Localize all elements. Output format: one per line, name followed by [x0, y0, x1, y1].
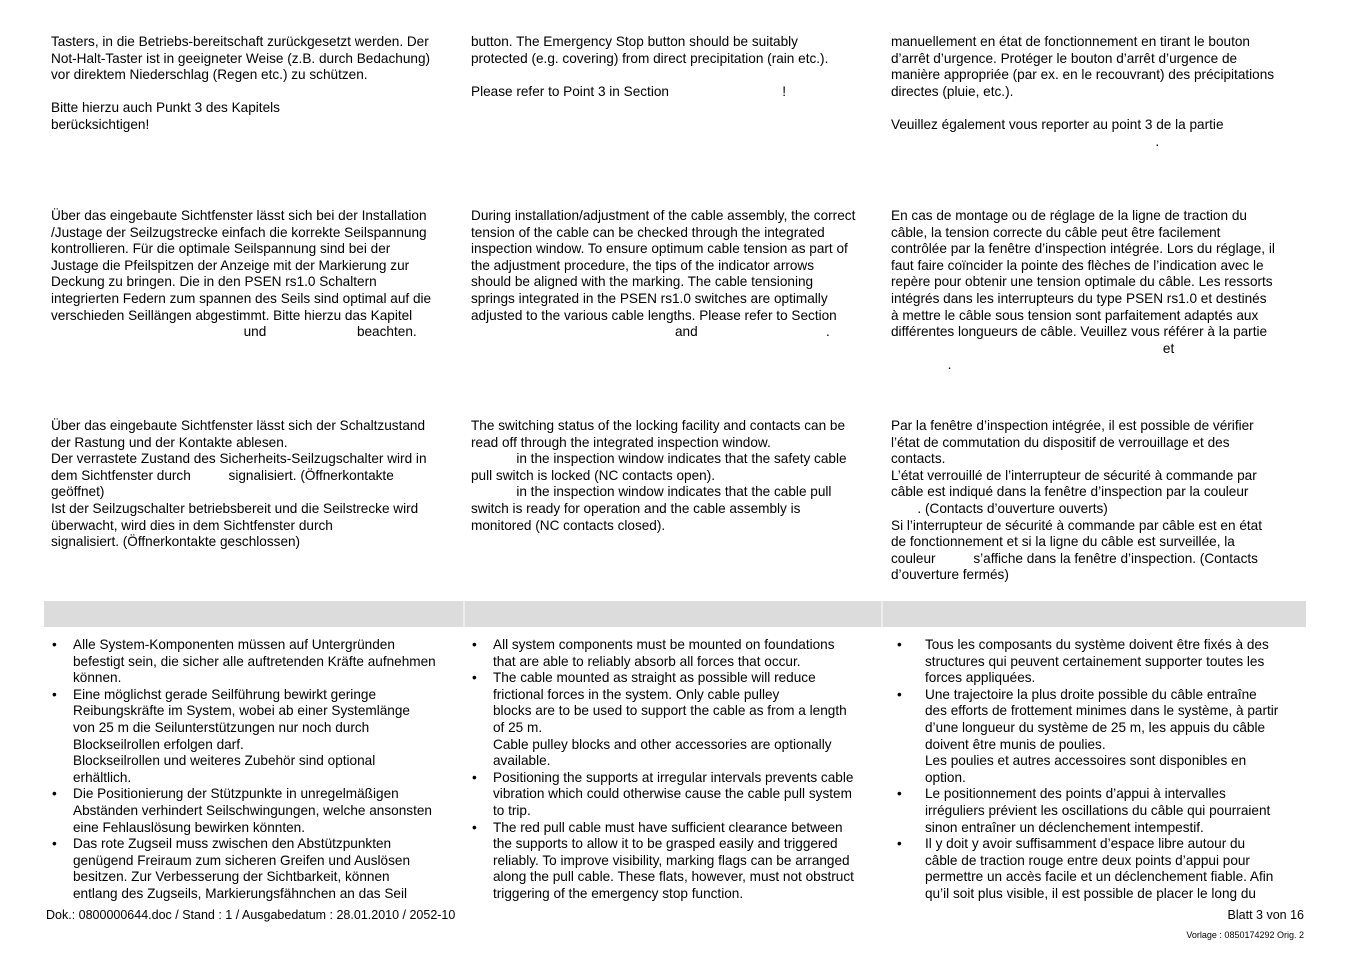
list-item: • Positioning the supports at irregular intervals prevents cable vibration which could otherwise cause the cable pull system to trip. — [471, 770, 854, 820]
en-text-switching-status: The switching status of the locking facility and contacts can be read off through the integrated inspection window. in the inspection window indicates that the safety cable pull switch is locked (NC contacts open). in the inspection window indicates that the cable pull switch is ready for operation and the cable assembly is monitored (NC contacts closed). — [471, 418, 847, 533]
de-text-precipitation: Tasters, in die Betriebs-bereitschaft zurückgesetzt werden. Der Not-Halt-Taster ist in geeigneter Weise (z.B. durch Bedachung) vor direktem Niederschlag (Regen etc.) zu schützen. Bitte hierzu auch Punkt 3 des Kapitels berücksichtigen! — [51, 34, 431, 132]
de-bullet-list — [51, 637, 436, 903]
list-item: • All system components must be mounted on foundations that are able to reliably absorb all forces that occur. — [471, 637, 854, 670]
list-item: • Il y doit y avoir suffisamment d’espace libre autour du câble de traction rouge entre deux points d’appui pour permettre un accès facile et un déclenchement fiable. Afin qu’il soit plus visible, il est possible de placer le long du — [891, 836, 1278, 902]
list-item: • Le positionnement des points d’appui à intervalles irréguliers prévient les oscillations du câble qui pourraient sinon entraîner un déclenchement intempestif. — [891, 786, 1278, 836]
de-text-cable-tension: Über das eingebaute Sichtfenster lässt sich bei der Installation /Justage der Seilzugstrecke einfach die korrekte Seilspannung kontrollieren. Für die optimale Seilspannung sind bei der Justage die Pfeilspitzen der Anzeige mit der Markierung zur Deckung zu bringen. Die in den PSEN rs1.0 Schaltern integrierten Federn zum spannen des Seils sind optimal auf die verschieden Seillängen abgestimmt. Bitte hierzu das Kapitel und beachten. — [51, 208, 432, 340]
fr-text-switching-status: Par la fenêtre d’inspection intégrée, il est possible de vérifier l’état de commutation du dispositif de verrouillage et des contacts. L’état verrouillé de l’interrupteur de sécurité à commande par câble est indiqué dans la fenêtre d’inspection par la couleur . (Contacts d’ouverture ouverts) Si l’interrupteur de sécurité à commande par câble est en état de fonctionnement et si la ligne du câble est surveillée, la couleur s’affiche dans la fenêtre d’inspection. (Contacts d’ouverture fermés) — [891, 418, 1263, 583]
footer-document-info: Dok.: 0800000644.doc / Stand : 1 / Ausgabedatum : 28.01.2010 / 2052-10 — [46, 908, 456, 922]
list-item: • Une trajectoire la plus droite possible du câble entraîne des efforts de frottement minimes dans le système, à partir d’une longueur du système de 25 m, les appuis du câble doivent être munis de poulies. Les poulies et autres accessoires sont disponibles en option. — [891, 687, 1278, 787]
section-heading-bar — [44, 601, 1306, 627]
list-item: • Das rote Zugseil muss zwischen den Abstützpunkten genügend Freiraum zum sicheren Greifen und Auslösen besitzen. Zur Verbesserung der Sichtbarkeit, können entlang des Zugseils, Markierungsfähnchen an das Seil — [51, 836, 436, 902]
footer-template-info: Vorlage : 0850174292 Orig. 2 — [1186, 930, 1304, 940]
list-item: • Die Positionierung der Stützpunkte in unregelmäßigen Abständen verhindert Seilschwingungen, welche ansonsten eine Fehlauslösung bewirken könnten. — [51, 786, 436, 836]
de-text-switching-status: Über das eingebaute Sichtfenster lässt sich der Schaltzustand der Rastung und der Kontakte ablesen. Der verrastete Zustand des Sicherheits-Seilzugschalter wird in dem Sichtfenster durch signalisiert. (Öffnerkontakte geöffnet) Ist der Seilzugschalter betriebsbereit und die Seilstrecke wird überwacht, wird dies in dem Sichtfenster durch signalisiert. (Öffnerkontakte geschlossen) — [51, 418, 427, 550]
en-text-precipitation: button. The Emergency Stop button should be suitably protected (e.g. covering) from direct precipitation (rain etc.). Please refer to Point 3 in Section ! — [471, 34, 829, 99]
footer-page-number: Blatt 3 von 16 — [1227, 908, 1304, 922]
en-bullet-list — [471, 637, 854, 903]
list-item: • The cable mounted as straight as possible will reduce frictional forces in the system. Only cable pulley blocks are to be used to support the cable as from a length of 25 m. Cable pulley blocks and other accessories are optionally available. — [471, 670, 854, 770]
heading-bar-divider — [881, 601, 883, 627]
heading-bar-divider — [463, 601, 465, 627]
fr-bullet-list — [891, 637, 1278, 903]
en-text-cable-tension: During installation/adjustment of the cable assembly, the correct tension of the cable can be checked through the integrated inspection window. To ensure optimum cable tension as part of the adjustment procedure, the tips of the indicator arrows should be aligned with the marking. The cable tensioning springs integrated in the PSEN rs1.0 switches are optimally adjusted to the various cable lengths. Please refer to Section and . — [471, 208, 856, 340]
list-item: • Eine möglichst gerade Seilführung bewirkt geringe Reibungskräfte im System, wobei ab einer Systemlänge von 25 m die Seilunterstützungen nur noch durch Blockseilrollen erfolgen darf. Blockseilrollen und weiteres Zubehör sind optional erhältlich. — [51, 687, 436, 787]
fr-text-precipitation: manuellement en état de fonctionnement en tirant le bouton d’arrêt d’urgence. Protéger le bouton d’arrêt d’urgence de manière appropriée (par ex. en le recouvrant) des précipitations directes (pluie, etc.). Veuillez également vous reporter au point 3 de la partie . — [891, 34, 1275, 149]
fr-text-cable-tension: En cas de montage ou de réglage de la ligne de traction du câble, la tension correcte du câble peut être facilement contrôlée par la fenêtre d’inspection intégrée. Lors du réglage, il faut faire coïncider la pointe des flèches de l’indication avec le repère pour obtenir une tension optimale du câble. Les ressorts intégrés dans les interrupteurs du type PSEN rs1.0 et destinés à mettre le câble sous tension sont parfaitement adaptés aux différentes longueurs de câble. Veuillez vous référer à la partie et . — [891, 208, 1275, 373]
list-item: • The red pull cable must have sufficient clearance between the supports to allow it to be grasped easily and triggered reliably. To improve visibility, marking flags can be arranged along the pull cable. These flats, however, must not obstruct triggering of the emergency stop function. — [471, 820, 854, 903]
list-item: • Tous les composants du système doivent être fixés à des structures qui peuvent certainement supporter toutes les forces appliquées. — [891, 637, 1278, 687]
list-item: • Alle System-Komponenten müssen auf Untergründen befestigt sein, die sicher alle auftretenden Kräfte aufnehmen können. — [51, 637, 436, 687]
